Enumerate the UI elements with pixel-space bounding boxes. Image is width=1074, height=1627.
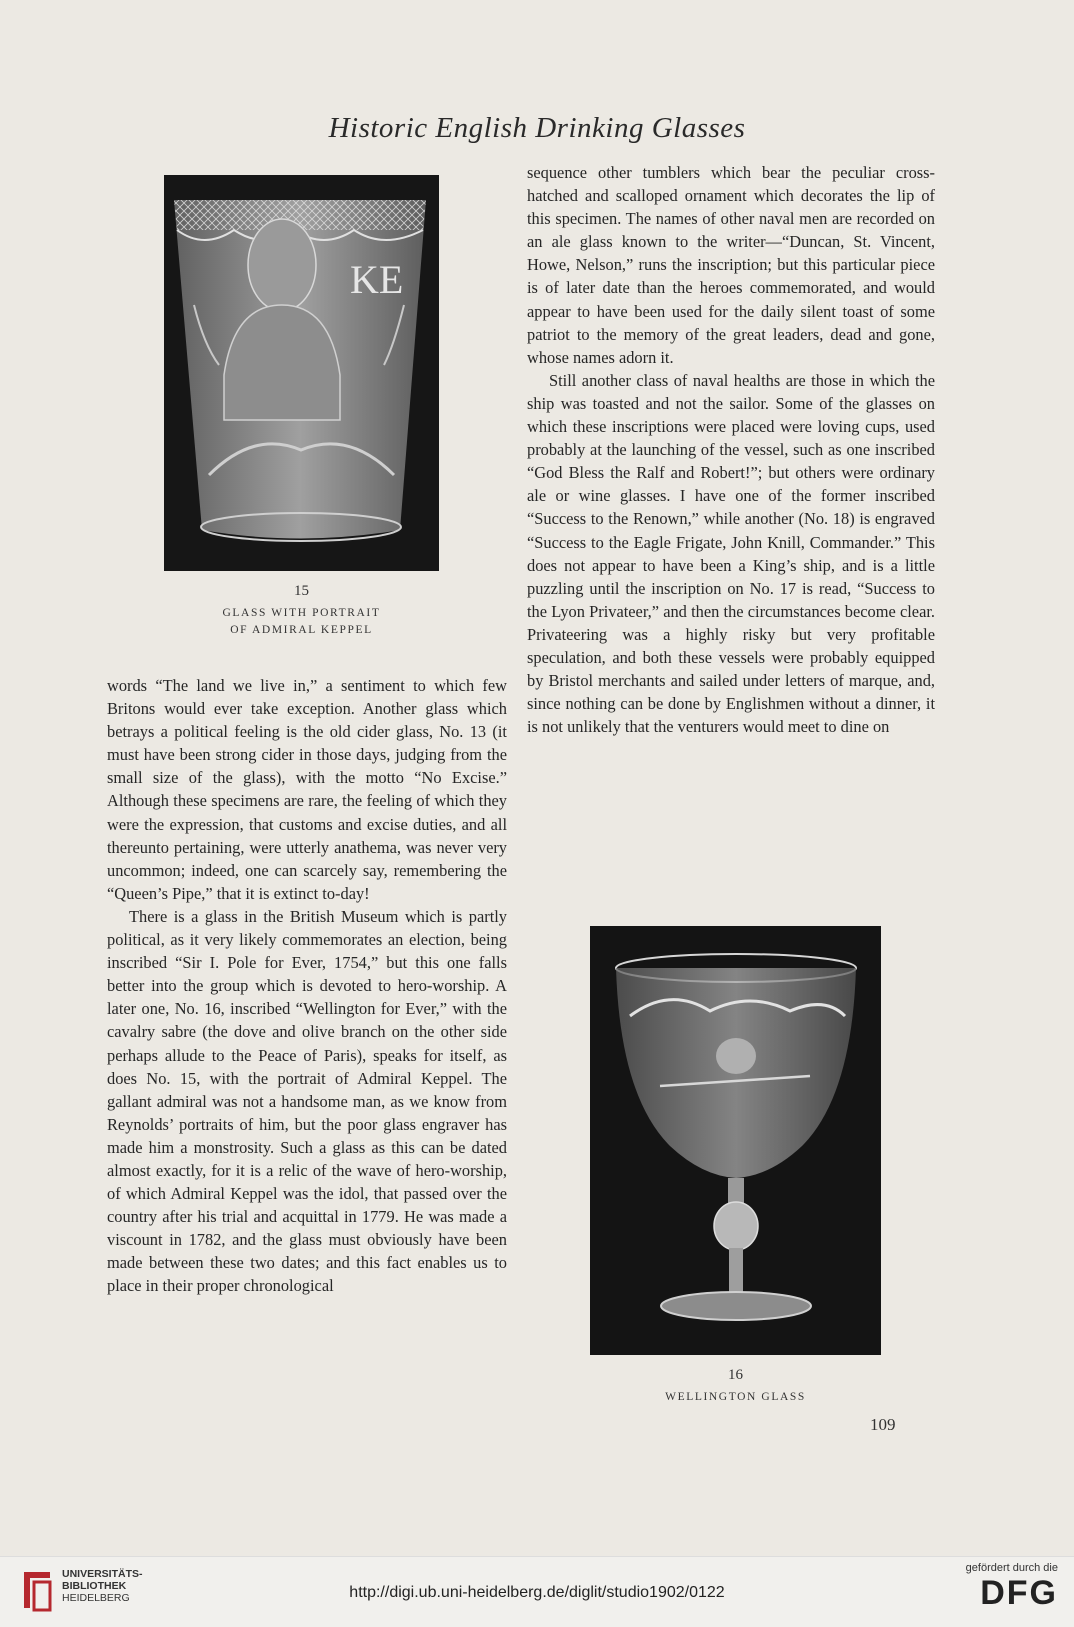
right-column xyxy=(527,161,935,738)
figure-16-photo xyxy=(590,926,881,1355)
figure-15-caption-line1: GLASS WITH PORTRAIT xyxy=(222,607,381,619)
sponsor-text: gefördert durch die xyxy=(965,1562,1058,1574)
dfg-logo: DFG xyxy=(980,1574,1058,1612)
library-name-line1: UNIVERSITÄTS- xyxy=(62,1568,143,1580)
library-name-line3: HEIDELBERG xyxy=(62,1592,130,1604)
running-title: Historic English Drinking Glasses xyxy=(328,112,746,144)
figure-16-number: 16 xyxy=(728,1367,743,1383)
right-paragraph-2: Still another class of naval healths are those in which the ship was toasted and not the sailor. Some of the glasses on which these inscriptions were placed were loving cups, used probably at the launching of the vessel, such as one inscribed “God Bless the Ralf and Robert!”; but others were ordinary ale or wine glasses. I have one of the former inscribed “Success to the Renown,” while another (No. 18) is engraved “Success to the Eagle Frigate, John Knill, Commander.” This does not appear to have been a King’s ship, and is a little puzzling until the inscription on No. 17 is read, “Success to the Lyon Privateer,” and then the circumstances become clear. Privateering was a highly risky but very profitable speculation, and both these vessels were probably equipped by Bristol merchants and sailed under letters of marque, and, since nothing can be done by Englishmen without a dinner, it is not unlikely that the venturers would meet to dine on xyxy=(527,370,935,737)
figure-15-photo xyxy=(164,175,439,571)
wellington-glass-illustration xyxy=(590,926,881,1355)
figure-16-caption: WELLINGTON GLASS xyxy=(665,1391,806,1403)
right-paragraph-1: sequence other tumblers which bear the peculiar cross-hatched and scalloped ornament which decorates the lip of this specimen. The names of other naval men are recorded on an ale glass known to the writer—“Duncan, St. Vincent, Howe, Nelson,” runs the inscription; but this particular piece is of later date than the heroes commemorated, and would appear to have been used for the daily silent toast of some patriot to the memory of the great leaders, dead and gone, whose names adorn it. xyxy=(527,163,935,367)
keppel-glass-illustration xyxy=(164,175,439,571)
left-paragraph-2: There is a glass in the British Museum which is partly political, as it very likely commemorates an election, being inscribed “Sir I. Pole for Ever, 1754,” but this one falls better into the group which is devoted to hero-worship. A later one, No. 16, inscribed “Wellington for Ever,” with the cavalry sabre (the dove and olive branch on the other side perhaps allude to the Peace of Paris), speaks for itself, as does No. 15, with the portrait of Admiral Keppel. The gallant admiral was not a handsome man, as we know from Reynolds’ portraits of him, but the poor glass engraver has made him a monstrosity. Such a glass as this can be dated almost exactly, for it is a relic of the wave of hero-worship, of which Admiral Keppel was the idol, that passed over the country after his trial and acquittal in 1779. He was made a viscount in 1782, and the glass must obviously have been made between these two dates; and this fact enables us to place in their proper chronological xyxy=(107,906,507,1296)
figure-15-caption xyxy=(164,605,439,639)
left-paragraph-1: words “The land we live in,” a sentiment to which few Britons would ever take exception. Another glass which betrays a political feeling is the old cider glass, No. 13 (it must have been strong cider in those days, judging from the small size of the glass), with the motto “No Excise.” Although these specimens are rare, the feeling of which they were the expression, that customs and excise duties, and all thereunto pertaining, were utterly anathema, was never very uncommon; indeed, one can scarcely say, remembering the “Queen’s Pipe,” that it is extinct to-day! xyxy=(107,676,507,903)
source-url-link[interactable]: http://digi.ub.uni-heidelberg.de/diglit/studio1902/0122 xyxy=(349,1584,725,1601)
page-number: 109 xyxy=(870,1415,896,1434)
left-column xyxy=(107,674,507,1298)
figure-15-number: 15 xyxy=(294,583,309,599)
figure-15-caption-line2: OF ADMIRAL KEPPEL xyxy=(230,624,373,636)
library-name-line2: BIBLIOTHEK xyxy=(62,1580,127,1592)
engraved-letters: KE xyxy=(350,257,404,302)
sponsor-block xyxy=(966,1562,1058,1612)
